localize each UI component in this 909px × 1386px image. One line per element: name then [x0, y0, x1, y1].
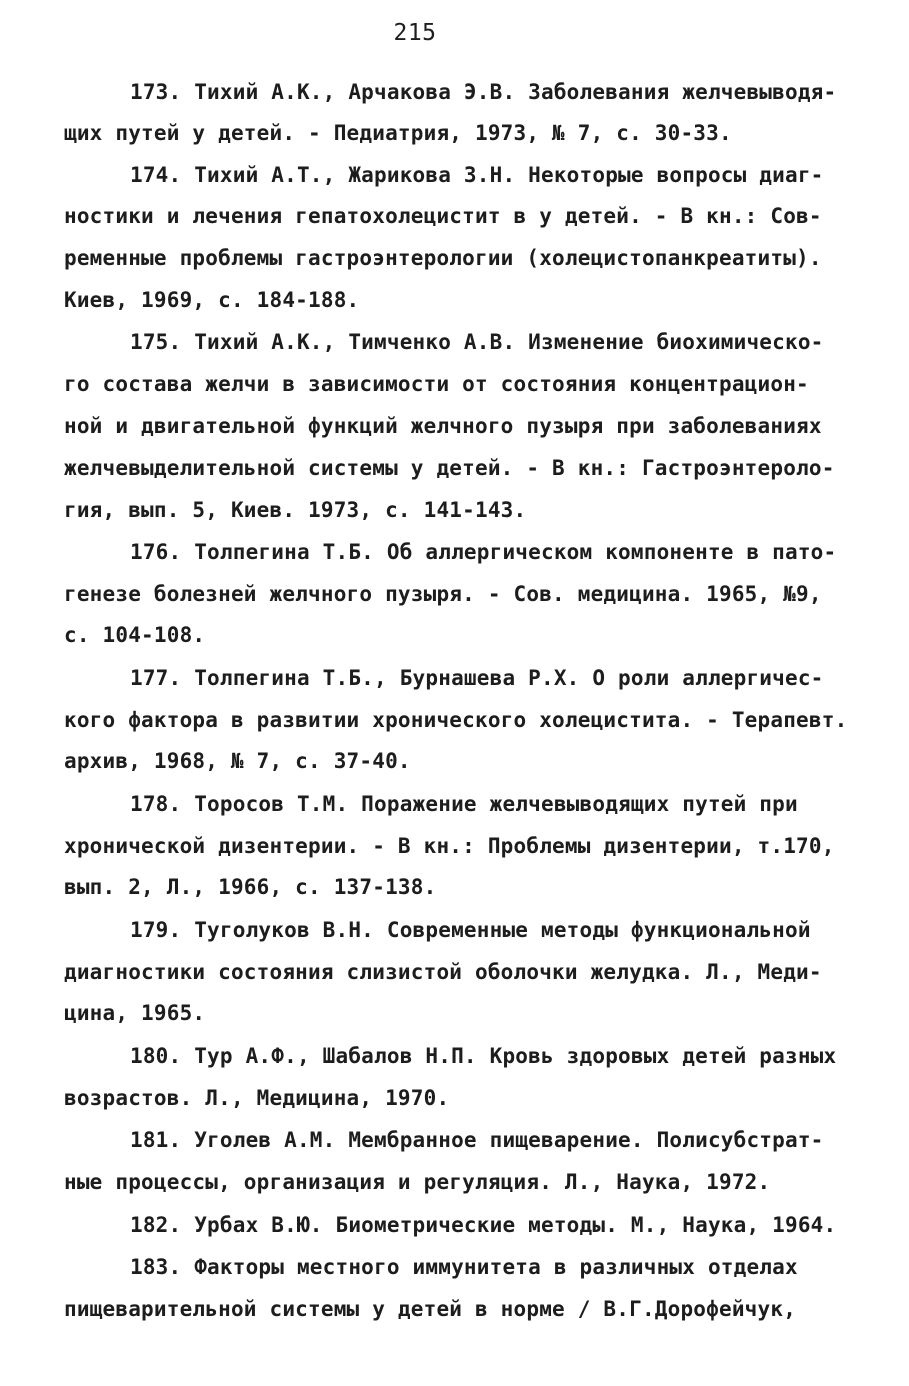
ref-183-line-1: 183. Факторы местного иммунитета в различных отделах — [130, 1255, 798, 1279]
ref-174-line-1: 174. Тихий А.Т., Жарикова З.Н. Некоторые вопросы диаг- — [130, 163, 824, 187]
ref-175-line-2: го состава желчи в зависимости от состояния концентрацион- — [64, 372, 809, 396]
ref-179-line-2: диагностики состояния слизистой оболочки желудка. Л., Меди- — [64, 960, 822, 984]
ref-177-line-3: архив, 1968, № 7, с. 37-40. — [64, 749, 411, 773]
ref-177-line-2: кого фактора в развитии хронического холецистита. - Терапевт. — [64, 708, 848, 732]
ref-175-line-1: 175. Тихий А.К., Тимченко А.В. Изменение биохимическо- — [130, 330, 824, 354]
ref-180-line-2: возрастов. Л., Медицина, 1970. — [64, 1086, 450, 1110]
ref-174-line-4: Киев, 1969, с. 184-188. — [64, 288, 360, 312]
ref-175-line-3: ной и двигательной функций желчного пузыря при заболеваниях — [64, 414, 822, 438]
ref-173-line-2: щих путей у детей. - Педиатрия, 1973, № 7, с. 30-33. — [64, 121, 732, 145]
ref-180-line-1: 180. Тур А.Ф., Шабалов Н.П. Кровь здоровых детей разных — [130, 1044, 837, 1068]
ref-175-line-5: гия, вып. 5, Киев. 1973, с. 141-143. — [64, 498, 527, 522]
ref-174-line-2: ностики и лечения гепатохолецистит в у детей. - В кн.: Сов- — [64, 204, 822, 228]
ref-176-line-1: 176. Толпегина Т.Б. Об аллергическом компоненте в пато- — [130, 540, 837, 564]
ref-179-line-3: цина, 1965. — [64, 1001, 206, 1025]
ref-178-line-1: 178. Торосов Т.М. Поражение желчевыводящих путей при — [130, 792, 798, 816]
ref-179-line-1: 179. Туголуков В.Н. Современные методы функциональной — [130, 918, 811, 942]
ref-178-line-2: хронической дизентерии. - В кн.: Проблемы дизентерии, т.170, — [64, 834, 835, 858]
ref-181-line-1: 181. Уголев А.М. Мембранное пищеварение. Полисубстрат- — [130, 1128, 824, 1152]
ref-176-line-2: генезе болезней желчного пузыря. - Сов. медицина. 1965, №9, — [64, 582, 822, 606]
ref-174-line-3: ременные проблемы гастроэнтерологии (холецистопанкреатиты). — [64, 246, 822, 270]
ref-181-line-2: ные процессы, организация и регуляция. Л., Наука, 1972. — [64, 1170, 771, 1194]
ref-183-line-2: пищеварительной системы у детей в норме / В.Г.Дорофейчук, — [64, 1297, 797, 1321]
ref-175-line-4: желчевыделительной системы у детей. - В кн.: Гастроэнтероло- — [64, 456, 835, 480]
ref-182-line-1: 182. Урбах В.Ю. Биометрические методы. М., Наука, 1964. — [130, 1213, 837, 1237]
page-number: 215 — [393, 20, 437, 46]
ref-176-line-3: с. 104-108. — [64, 623, 206, 647]
ref-173-line-1: 173. Тихий А.К., Арчакова Э.В. Заболевания желчевыводя- — [130, 80, 837, 104]
ref-177-line-1: 177. Толпегина Т.Б., Бурнашева Р.Х. О роли аллергичес- — [130, 666, 824, 690]
ref-178-line-3: вып. 2, Л., 1966, с. 137-138. — [64, 875, 437, 899]
